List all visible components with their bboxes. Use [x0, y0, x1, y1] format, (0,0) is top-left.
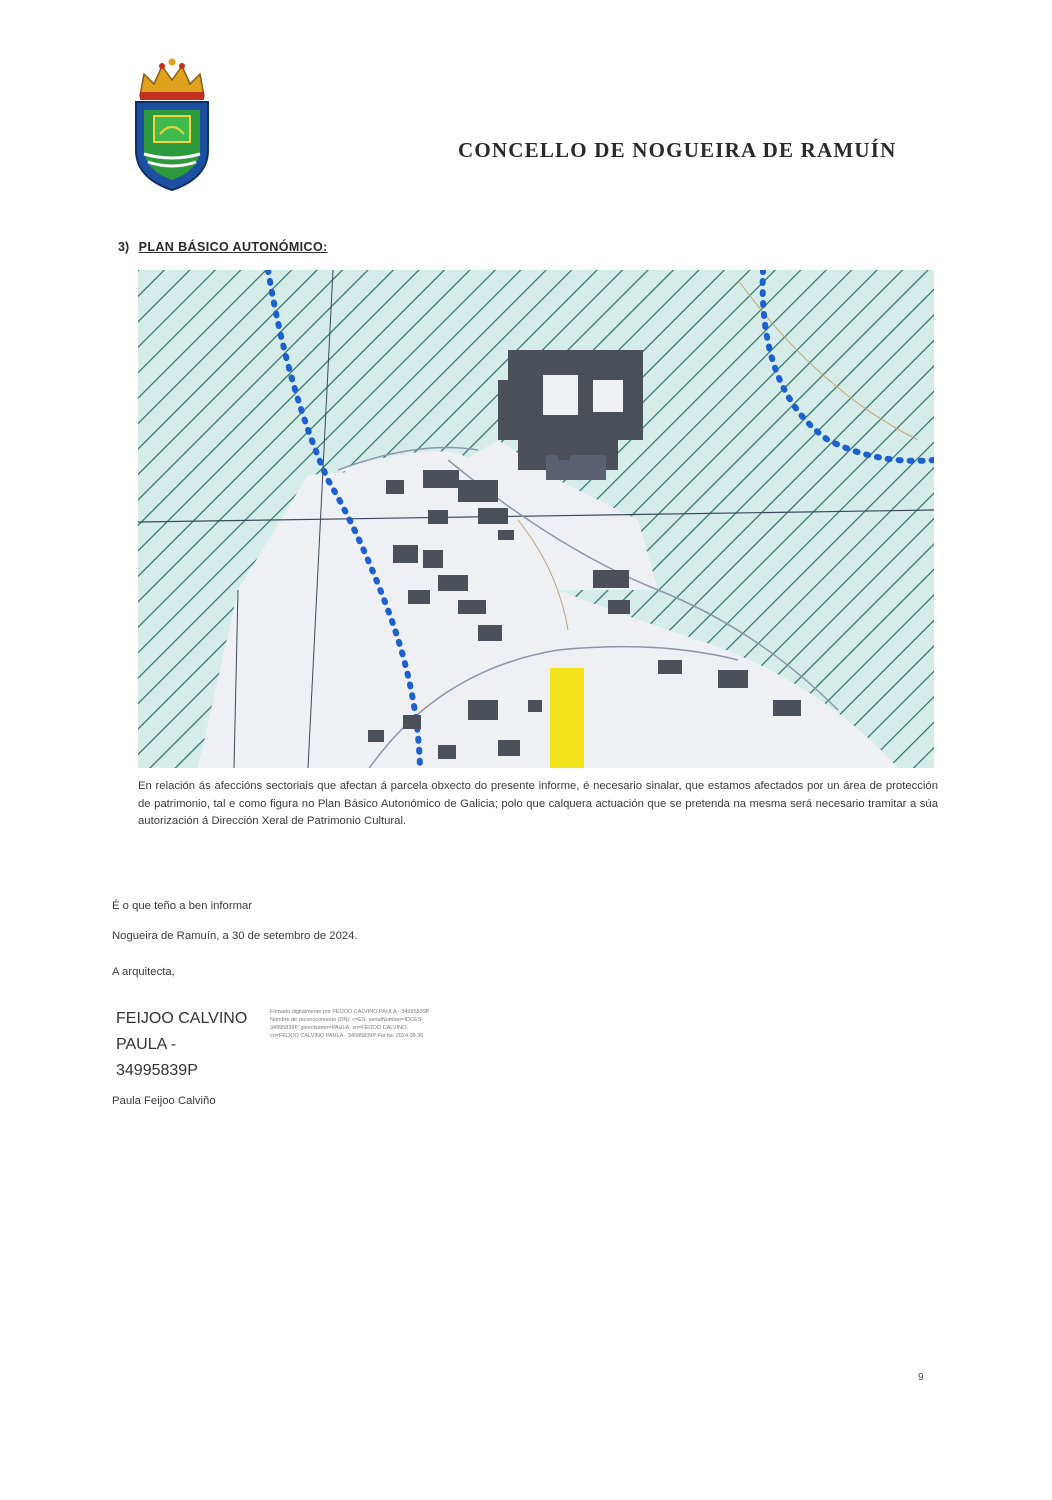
coat-of-arms-icon — [130, 58, 214, 192]
body-paragraph: En relación ás afeccións sectoriais que afectan á parcela obxecto do presente informe, é necesario sinalar, que estamos afectados por un área de protección de patrimonio, tal e como figura no Plan Básico Autonómico de Galicia; polo que calquera actuación que se pretenda na mesma será necesario tramitar a súa autorización á Dirección Xeral de Patrimonio Cultural. — [138, 780, 938, 827]
plan-map — [138, 270, 934, 768]
section-number: 3) — [118, 240, 130, 254]
closing-statement: É o que teño a ben informar — [112, 900, 253, 912]
section-heading — [118, 240, 328, 254]
section-title: PLAN BÁSICO AUTONÓMICO: — [138, 240, 328, 254]
highlighted-parcel — [550, 668, 584, 768]
page-number: 9 — [918, 1372, 924, 1383]
signature-block — [116, 1006, 266, 1084]
signer-role: A arquitecta, — [112, 966, 175, 978]
digital-signature-detail: Firmado digitalmente por FEIJOO CALVINO PAULA - 34995839P Nombre de reconocimiento (DN): c=ES, serialNumber=IDCES-34995839P, givenName=PAULA, sn=FEIJOO CALVINO, cn=FEIJOO CALVINO PAULA - 34995839P Fecha: 2024.09.30 — [270, 1009, 430, 1039]
place-date: Nogueira de Ramuín, a 30 de setembro de 2024. — [112, 930, 358, 942]
signature-name-line1: FEIJOO CALVINO — [116, 1010, 248, 1027]
municipality-title: CONCELLO DE NOGUEIRA DE RAMUÍN — [458, 138, 897, 162]
signature-name-line2: PAULA - — [116, 1036, 177, 1053]
signer-name: Paula Feijoo Calviño — [112, 1095, 216, 1107]
signature-name-line3: 34995839P — [116, 1062, 198, 1079]
map-graphic — [138, 270, 934, 768]
